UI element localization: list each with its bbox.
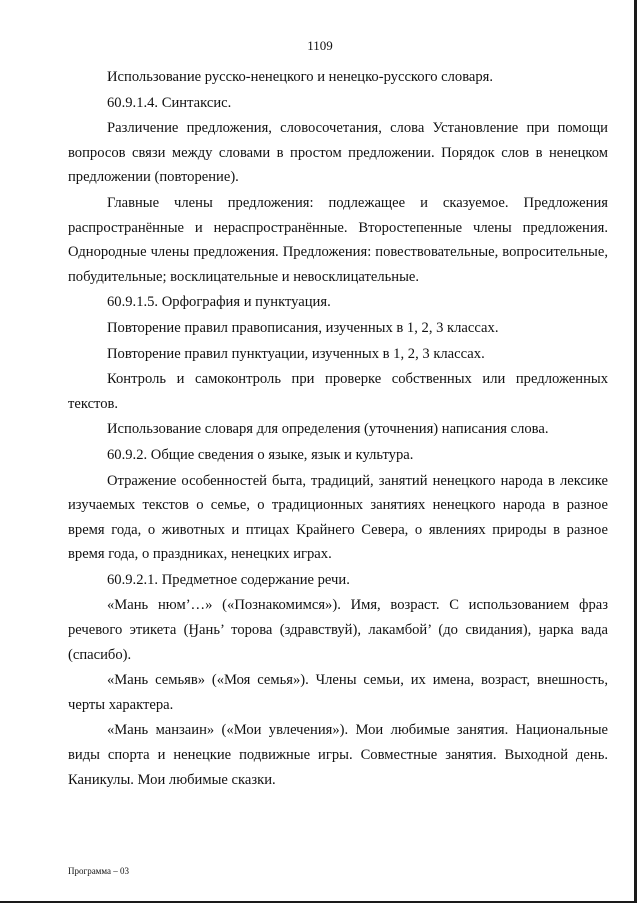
section-heading: 60.9.1.4. Синтаксис. bbox=[107, 94, 232, 111]
paragraph: Повторение правил правописания, изученных в 1, 2, 3 классах. bbox=[107, 319, 499, 336]
section-heading: 60.9.2.1. Предметное содержание речи. bbox=[107, 571, 350, 588]
paragraph: Главные члены предложения: подлежащее и сказуемое. Предложения распространённые и нераспространённые. Второстепенные члены предложения. Однородные члены предложения. Предложения: повествовательные, вопросительные, побудительные; восклицательные и невосклицательные. bbox=[68, 194, 608, 285]
paragraph: Повторение правил пунктуации, изученных в 1, 2, 3 классах. bbox=[107, 345, 485, 362]
paragraph: Использование русско-ненецкого и ненецко-русского словаря. bbox=[107, 69, 494, 85]
paragraph: «Мань нюм’…» («Познакомимся»). Имя, возраст. С использованием фраз речевого этикета (Ӈань’ торова (здравствуй), лакамбой’ (до свидания), ӈарка вада (спасибо). bbox=[68, 597, 608, 663]
paragraph: Отражение особенностей быта, традиций, занятий ненецкого народа в лексике изучаемых текстов о семье, о традиционных занятиях ненецкого народа в разное время года, о животных и птицах Крайнего Севера, о явлениях природы в разное время года, о праздниках, ненецких играх. bbox=[68, 472, 608, 563]
page-number: 1109 bbox=[307, 38, 333, 53]
document-body bbox=[68, 65, 608, 793]
paragraph: Контроль и самоконтроль при проверке собственных или предложенных текстов. bbox=[68, 371, 608, 412]
footer-label: Программа – 03 bbox=[68, 866, 130, 876]
section-heading: 60.9.2. Общие сведения о языке, язык и культура. bbox=[107, 446, 414, 463]
section-heading: 60.9.1.5. Орфография и пунктуация. bbox=[107, 294, 331, 311]
paragraph: «Мань манзаин» («Мои увлечения»). Мои любимые занятия. Национальные виды спорта и ненецкие подвижные игры. Совместные занятия. Выходной день. Каникулы. Мои любимые сказки. bbox=[68, 722, 608, 788]
paragraph: Различение предложения, словосочетания, слова Установление при помощи вопросов связи между словами в простом предложении. Порядок слов в ненецком предложении (повторение). bbox=[68, 120, 608, 186]
paragraph: Использование словаря для определения (уточнения) написания слова. bbox=[107, 421, 549, 438]
paragraph: «Мань семьяв» («Моя семья»). Члены семьи, их имена, возраст, внешность, черты характера. bbox=[68, 672, 608, 713]
